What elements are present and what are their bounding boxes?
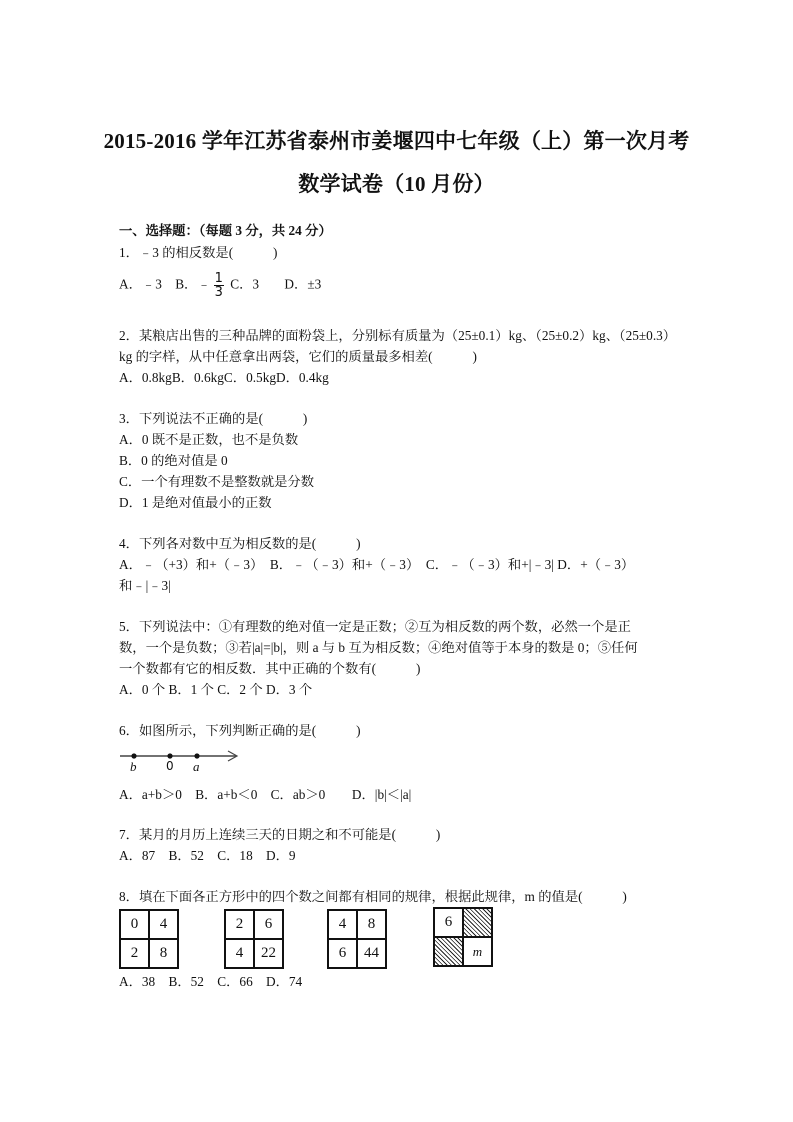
grid3-bottom-left: 6 <box>328 939 357 968</box>
q3-option-d: D．1 是绝对值最小的正数 <box>119 495 272 510</box>
grid4-bottom-right-m: m <box>463 937 492 966</box>
q5-stem-line2: 数，一个是负数；③若|a|=|b|，则 a 与 b 互为相反数；④绝对值等于本身的数是 0；⑤任何 <box>119 640 638 655</box>
q4-stem: 4．下列各对数中互为相反数的是( ) <box>119 536 361 551</box>
exam-title-line1: 2015-2016 学年江苏省泰州市姜堰四中七年级（上）第一次月考 <box>103 129 690 153</box>
q4-options-line1: A．﹣（+3）和+（﹣3） B．﹣（﹣3）和+（﹣3） C．﹣（﹣3）和+|﹣3| D．+（﹣3） <box>119 557 635 572</box>
q5-options: A．0 个 B．1 个 C．2 个 D．3 个 <box>119 682 313 697</box>
q6-options: A．a+b＞0 B．a+b＜0 C．ab＞0 D．|b|＜|a| <box>119 787 412 802</box>
grid3-bottom-right: 44 <box>357 939 386 968</box>
number-grid-4 <box>433 907 493 967</box>
q6-stem: 6．如图所示，下列判断正确的是( ) <box>119 723 361 738</box>
grid4-top-left: 6 <box>434 908 463 937</box>
grid1-top-left: 0 <box>120 910 149 939</box>
q3-stem: 3．下列说法不正确的是( ) <box>119 411 308 426</box>
grid2-bottom-left: 4 <box>225 939 254 968</box>
grid4-top-right-hatched <box>463 908 492 937</box>
q3-option-b: B．0 的绝对值是 0 <box>119 453 228 468</box>
grid1-bottom-right: 8 <box>149 939 178 968</box>
label-a: a <box>193 759 200 774</box>
q7-stem: 7．某月的月历上连续三天的日期之和不可能是( ) <box>119 827 441 842</box>
grid4-bottom-left-hatched <box>434 937 463 966</box>
q1-options <box>119 272 321 299</box>
number-line-figure <box>119 743 249 777</box>
q7-options: A．87 B．52 C．18 D．9 <box>119 848 296 863</box>
q5-stem-line3: 一个数都有它的相反数．其中正确的个数有( ) <box>119 661 421 676</box>
fraction-denominator: 3 <box>214 285 223 300</box>
grid1-top-right: 4 <box>149 910 178 939</box>
q2-stem-line2: kg 的字样，从中任意拿出两袋，它们的质量最多相差( ) <box>119 349 477 364</box>
q8-options: A．38 B．52 C．66 D．74 <box>119 974 303 989</box>
grid3-top-right: 8 <box>357 910 386 939</box>
q1-option-b-prefix: B．﹣ <box>175 276 211 292</box>
q2-options: A．0.8kgB．0.6kgC．0.5kgD．0.4kg <box>119 370 329 385</box>
q5-stem-line1: 5．下列说法中：①有理数的绝对值一定是正数；②互为相反数的两个数，必然一个是正 <box>119 619 631 634</box>
label-b: b <box>130 759 137 774</box>
q4-options-line2: 和﹣|﹣3| <box>119 578 171 593</box>
number-line-icon <box>119 743 249 777</box>
q1-stem: 1．﹣3 的相反数是( ) <box>119 245 278 260</box>
q3-option-a: A．0 既不是正数，也不是负数 <box>119 432 299 447</box>
exam-title-line2: 数学试卷（10 月份） <box>298 172 495 196</box>
grid2-bottom-right: 22 <box>254 939 283 968</box>
grid3-top-left: 4 <box>328 910 357 939</box>
q8-stem: 8．填在下面各正方形中的四个数之间都有相同的规律，根据此规律，m 的值是( ) <box>119 889 627 904</box>
number-grid-2 <box>224 909 284 969</box>
q1-option-d: D．±3 <box>284 276 322 292</box>
section-header: 一、选择题：（每题 3 分，共 24 分） <box>119 223 332 238</box>
number-grid-1 <box>119 909 179 969</box>
grid1-bottom-left: 2 <box>120 939 149 968</box>
q1-fraction <box>214 272 224 299</box>
q2-stem-line1: 2．某粮店出售的三种品牌的面粉袋上，分别标有质量为（25±0.1）kg、（25±0.2）kg、（25±0.3） <box>119 328 677 343</box>
number-grid-3 <box>327 909 387 969</box>
q3-option-c: C．一个有理数不是整数就是分数 <box>119 474 315 489</box>
q1-option-a: A．﹣3 <box>119 276 162 292</box>
grid2-top-left: 2 <box>225 910 254 939</box>
fraction-numerator: 1 <box>214 271 223 286</box>
q1-option-c: C．3 <box>230 276 260 292</box>
label-zero: 0 <box>166 759 174 773</box>
grid2-top-right: 6 <box>254 910 283 939</box>
